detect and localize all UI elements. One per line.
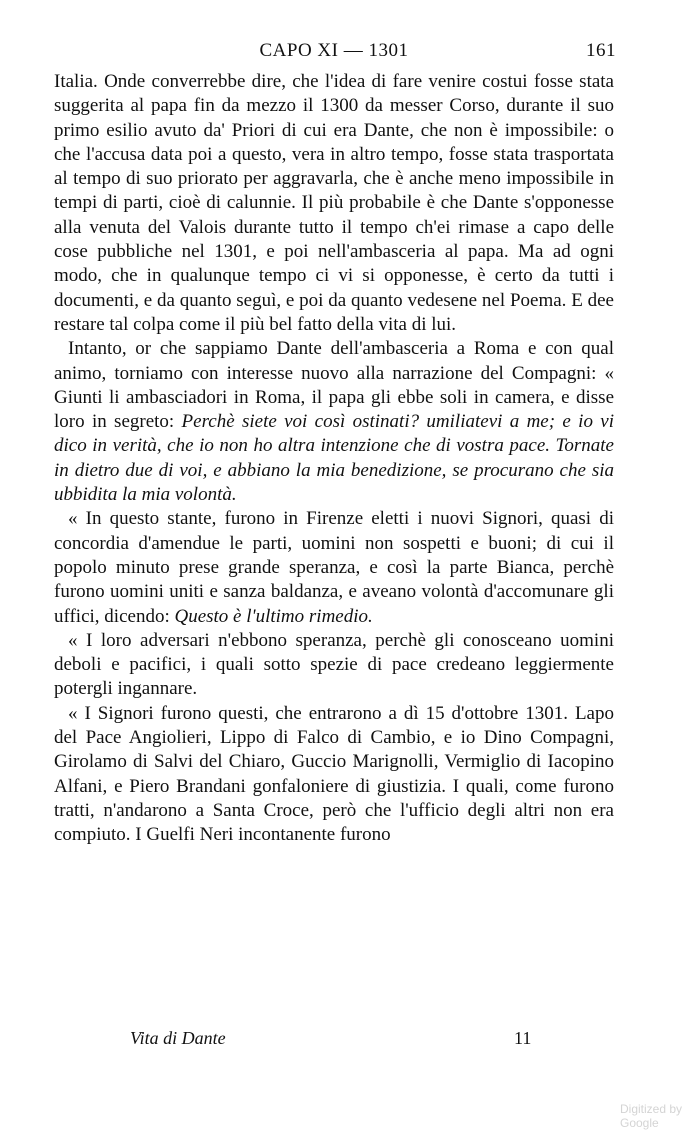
paragraph-3 xyxy=(54,507,614,628)
paragraph-1: Italia. Onde converrebbe dire, che l'idea di fare venire costui fosse stata suggerita al papa fin da mezzo il 1300 da messer Corso, durante il suo primo esilio avuto da' Priori di cui era Dante, che non è impossibile: o che l'accusa data poi a questo, vera in altro tempo, fosse stata trasportata al tempo di suo priorato per aggravarla, che è anche meno impossibile in tempi di parti, cioè di calunnie. Il più probabile è che Dante s'opponesse alla venuta del Valois durante tutto il tempo ch'ei rimase a capo delle cose pubbliche nel 1301, e poi nell'ambasceria al papa. Ma ad ogni modo, che in qualunque tempo ci vi si opponesse, è certo da tutti i documenti, e da quanto seguì, e poi da quanto vedesene nel Poema. E dee restare tal colpa come il più bel fatto della vita di lui. xyxy=(54,71,614,335)
paragraph-2-text: Intanto, or che sappiamo Dante dell'ambasceria a Roma e con qual animo, torniamo con interesse nuovo alla narrazione del Compagni: « Giunti li ambasciadori in Roma, il papa gli ebbe soli in camera, e disse loro in segreto: xyxy=(54,338,614,433)
paragraph-3-text: « In questo stante, furono in Firenze eletti i nuovi Signori, quasi di concordia d'amendue le parti, uomini non sospetti e buoni; di cui il popolo minuto prese grande speranza, e così la parte Bianca, perchè furono uomini uniti e sanza baldanza, e aveano volontà d'accomunare gli uffici, dicendo: xyxy=(54,508,614,627)
paragraph-4: « I loro adversari n'ebbono speranza, perchè gli conosceano uomini deboli e pacifici, i quali sotto spezie di pace credeano leggiermente potergli ingannare. xyxy=(54,629,614,700)
digitization-watermark: Digitized by Google xyxy=(620,1102,683,1130)
running-header xyxy=(54,40,614,70)
paragraph-5: « I Signori furono questi, che entrarono a dì 15 d'ottobre 1301. Lapo del Pace Angiolieri, Lippo di Falco di Cambio, e io Dino Compagni, Girolamo di Salvi del Chiaro, Guccio Marignolli, Vermiglio di Iacopino Alfani, e Piero Brandani gonfaloniere di giustizia. I quali, come furono tratti, n'andarono a Santa Croce, però che l'ufficio degli altri non era compiuto. I Guelfi Neri incontanente furono xyxy=(54,702,614,846)
body-text xyxy=(54,70,614,848)
paragraph-3-quote: Questo è l'ultimo rimedio. xyxy=(174,605,373,627)
running-title: CAPO XI — 1301 xyxy=(259,40,409,61)
footer-book-title: Vita di Dante xyxy=(130,1028,226,1048)
signature-mark: 11 xyxy=(514,1028,532,1048)
paragraph-2 xyxy=(54,337,614,507)
book-page xyxy=(54,40,614,848)
page-number: 161 xyxy=(586,40,616,61)
paragraph-2-quote: Perchè siete voi così ostinati? umiliatevi a me; e io vi dico in verità, che io non ho altra intenzione che di vostra pace. Tornate in dietro due di voi, e abbiano la mia benedizione, se procurano che sia ubbidita la mia volontà. xyxy=(54,411,614,506)
